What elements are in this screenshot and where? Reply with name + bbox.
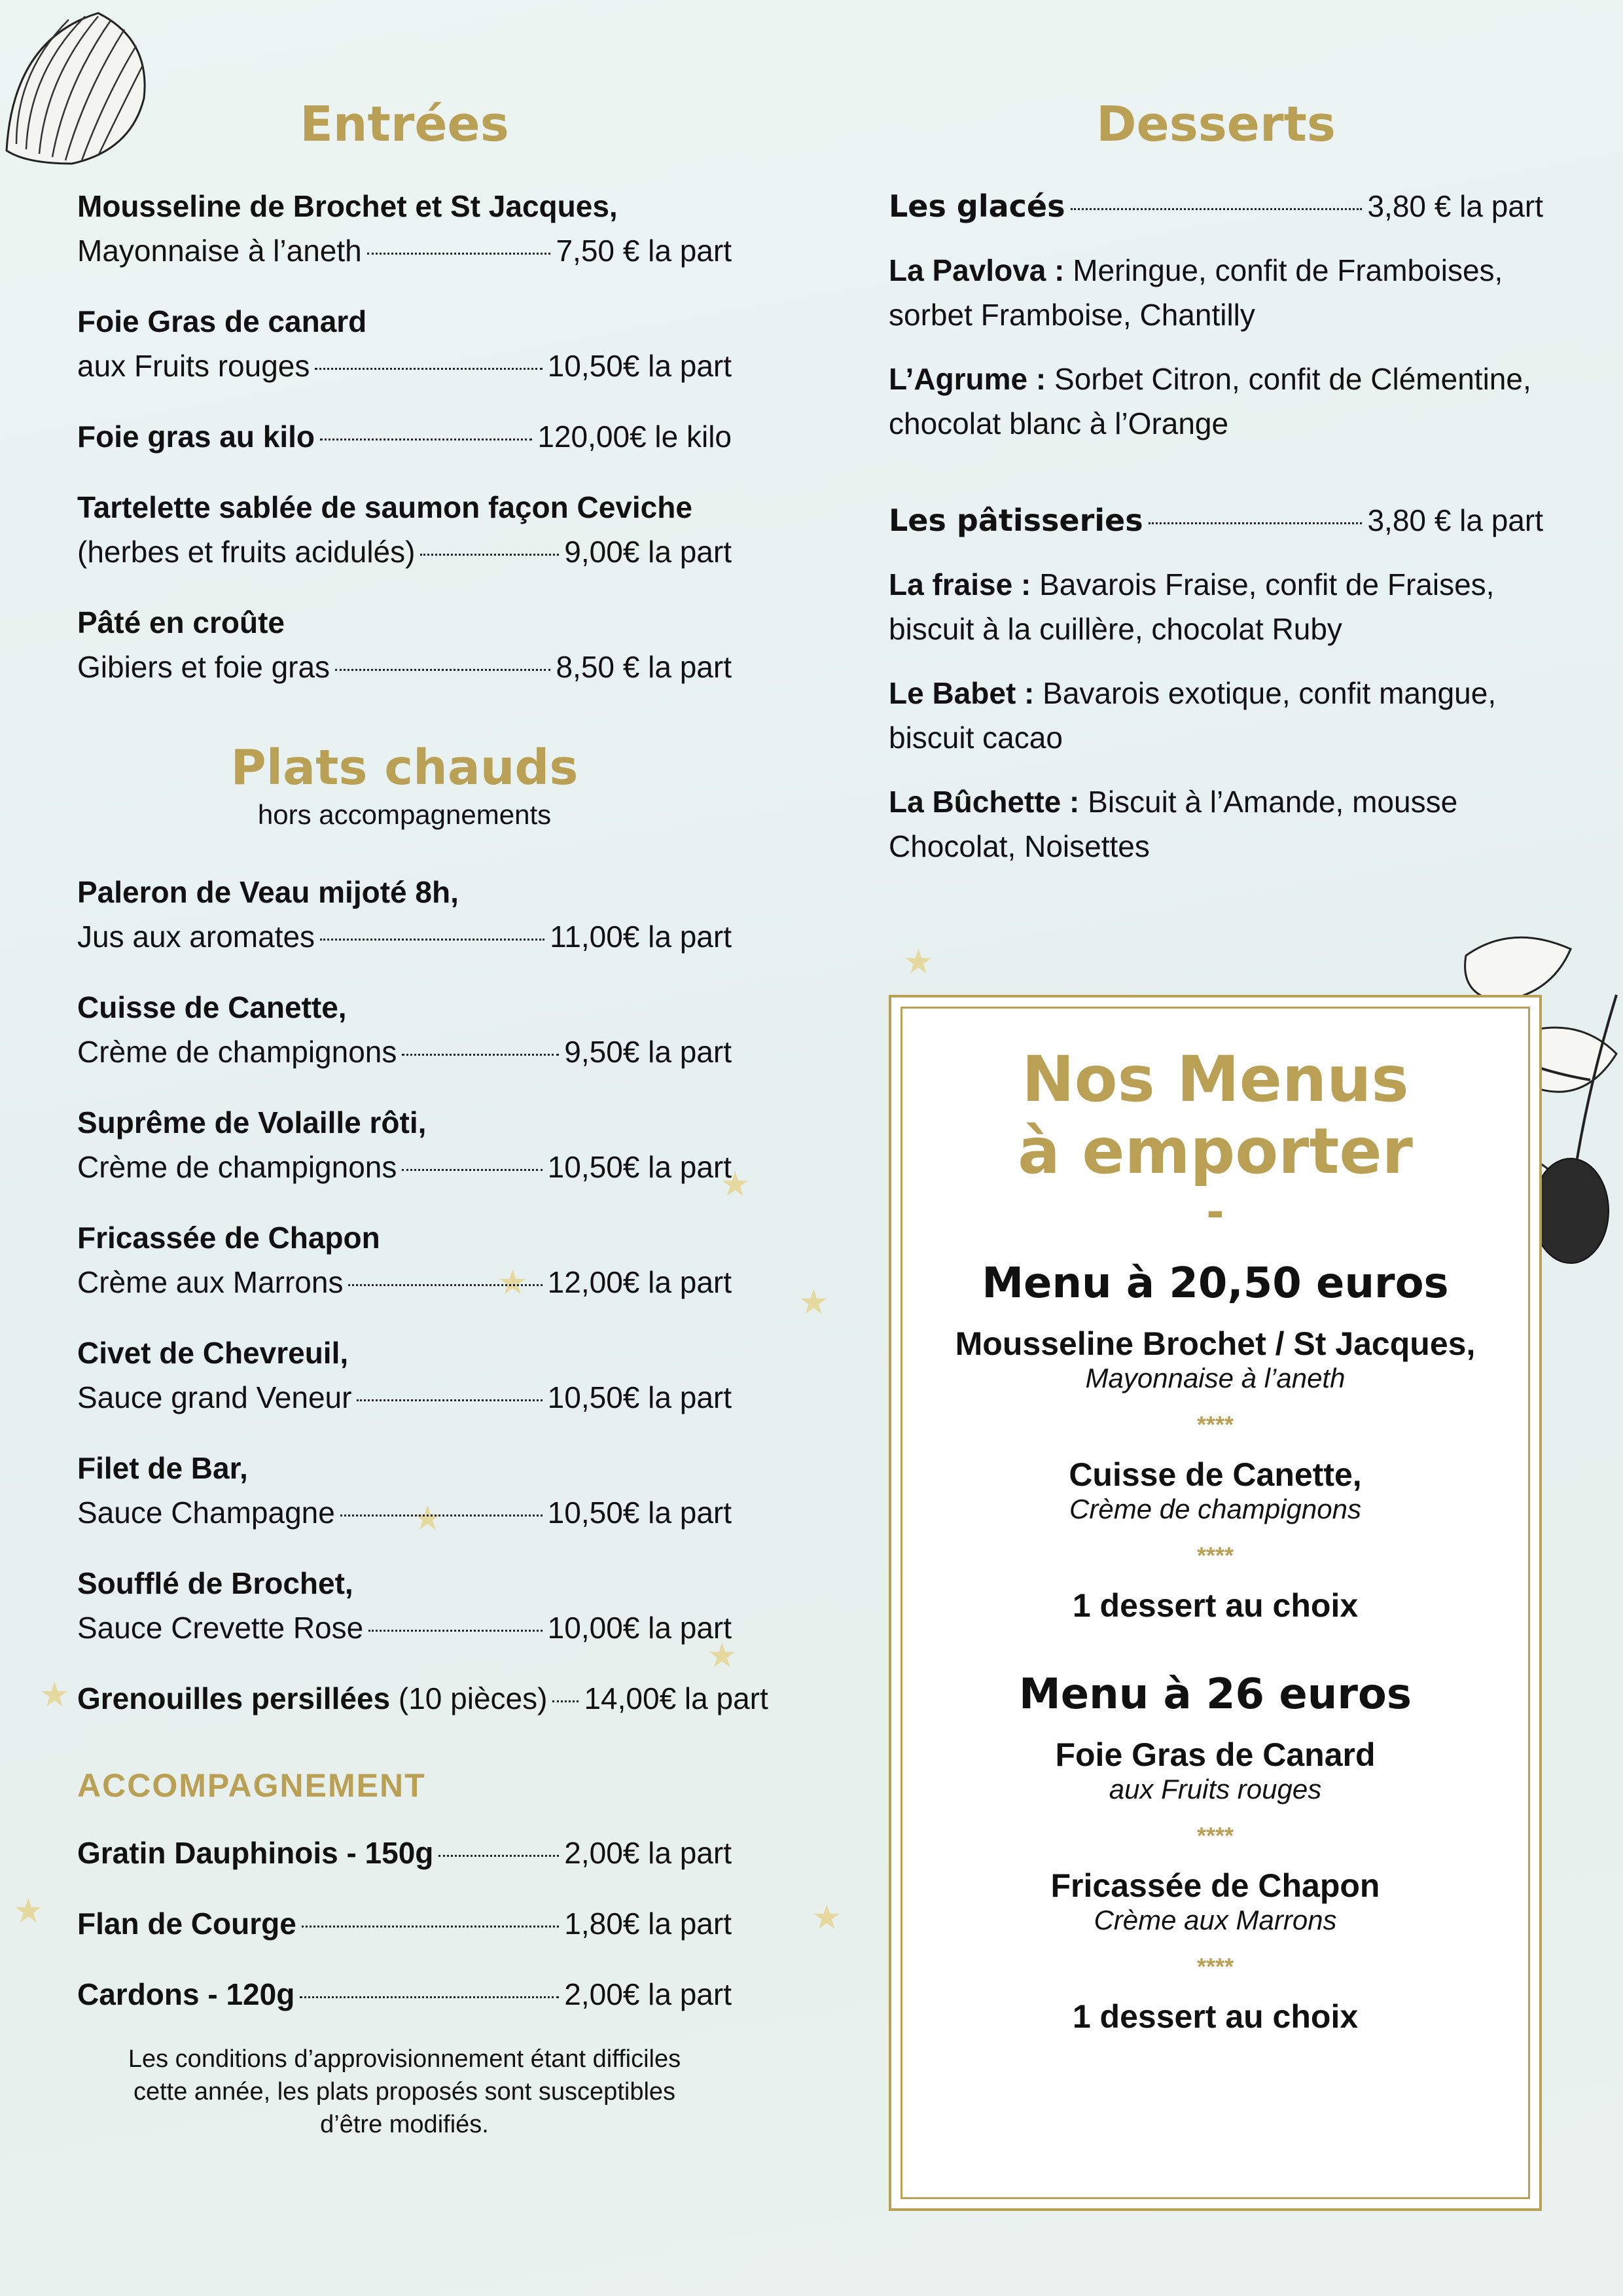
price-row <box>77 1145 732 1189</box>
dish-name-wrap <box>77 1972 294 2017</box>
entree-item <box>77 414 732 459</box>
entree-item <box>77 600 732 689</box>
dish-name-wrap <box>77 1831 433 1875</box>
dish-price: 10,50€ la part <box>547 349 732 384</box>
menu-separator: **** <box>1196 1411 1234 1438</box>
menu-separator: **** <box>1196 1953 1234 1980</box>
dessert-name: La fraise : <box>889 567 1031 602</box>
dish-name: Gratin Dauphinois - 150g <box>77 1835 434 1870</box>
dish-name: Foie gras au kilo <box>77 420 315 454</box>
dot-leader <box>335 669 550 671</box>
plat-item <box>77 1215 732 1304</box>
price-row <box>77 1490 732 1535</box>
plat-item <box>77 1561 732 1650</box>
desserts-title: Desserts <box>1096 96 1336 152</box>
glaces-label: Les glacés <box>889 188 1065 224</box>
menu2-course2: Fricassée de Chapon <box>1050 1867 1380 1904</box>
menu2-course1-sub: aux Fruits rouges <box>1109 1774 1322 1804</box>
patisseries-price: 3,80 € la part <box>1367 503 1543 538</box>
gold-star-icon: ★ <box>720 1166 751 1204</box>
dessert-desc: Bavarois exotique, confit mangue, biscuit cacao <box>889 676 1497 755</box>
supply-note: Les conditions d’approvisionnement étant difficiles cette année, les plats proposés sont susceptibles d’être modifiés. <box>128 2045 681 2138</box>
price-row <box>77 344 732 388</box>
price-row <box>77 1030 732 1074</box>
dot-leader <box>1149 522 1363 524</box>
menu1-course1: Mousseline Brochet / St Jacques, <box>955 1325 1476 1362</box>
gold-star-icon: ★ <box>39 1676 70 1714</box>
dish-price: 10,00€ la part <box>547 1610 732 1645</box>
dish-desc: Sauce grand Veneur <box>77 1380 352 1414</box>
plat-item <box>77 1676 768 1721</box>
dish-name-wrap <box>77 1901 296 1946</box>
price-row <box>77 414 732 459</box>
right-column <box>889 98 1543 888</box>
dot-leader <box>402 1054 559 1056</box>
dot-leader <box>552 1700 579 1702</box>
entree-item <box>77 184 732 273</box>
dot-leader <box>368 1630 542 1632</box>
dish-name: Filet de Bar, <box>77 1450 248 1485</box>
menu-separator: **** <box>1196 1822 1234 1849</box>
dish-name: Suprême de Volaille rôti, <box>77 1105 427 1139</box>
menu2-course2-sub: Crème aux Marrons <box>1094 1905 1337 1935</box>
menu1-name: Menu à 20,50 euros <box>982 1259 1449 1308</box>
patisseries-label: Les pâtisseries <box>889 503 1143 539</box>
dish-desc: Crème aux Marrons <box>77 1265 344 1299</box>
glaces-price: 3,80 € la part <box>1367 189 1543 224</box>
gold-star-icon: ★ <box>497 1264 528 1302</box>
patisseries-header <box>889 498 1543 543</box>
dish-desc: Crème de champignons <box>77 1034 397 1069</box>
dessert-item <box>889 671 1543 760</box>
dish-desc: Sauce Champagne <box>77 1495 335 1530</box>
dish-price: 9,00€ la part <box>564 535 732 569</box>
left-column <box>77 96 768 2141</box>
dessert-name: La Bûchette : <box>889 785 1080 819</box>
accompagnement-item <box>77 1901 732 1946</box>
dessert-item <box>889 248 1543 337</box>
dish-extra: (10 pièces) <box>398 1681 548 1715</box>
dish-price: 1,80€ la part <box>564 1906 732 1941</box>
menus-box <box>889 995 1542 2211</box>
dessert-item <box>889 357 1543 446</box>
dish-price: 11,00€ la part <box>550 919 732 954</box>
dish-name: Cardons - 120g <box>77 1977 295 2011</box>
dish-price: 9,50€ la part <box>564 1034 732 1069</box>
dish-name: Flan de Courge <box>77 1906 296 1941</box>
gold-star-icon: ★ <box>903 943 934 981</box>
accompagnement-item <box>77 1972 732 2017</box>
dot-leader <box>420 554 559 556</box>
price-row <box>77 228 732 273</box>
dish-desc: Mayonnaise à l’aneth <box>77 234 362 268</box>
dish-name: Civet de Chevreuil, <box>77 1335 349 1370</box>
dish-desc: Crème de champignons <box>77 1149 397 1184</box>
entrees-list <box>77 184 732 689</box>
dot-leader <box>315 368 542 370</box>
dish-name: Cuisse de Canette, <box>77 990 347 1024</box>
dish-price: 8,50 € la part <box>556 650 732 685</box>
price-row <box>77 1972 732 2017</box>
gold-star-icon: ★ <box>13 1892 44 1930</box>
dessert-item <box>889 562 1543 651</box>
dish-name: Tartelette sablée de saumon façon Ceviche <box>77 490 692 525</box>
dot-leader <box>320 939 544 941</box>
dish-name: Paleron de Veau mijoté 8h, <box>77 874 459 909</box>
glaces-header <box>889 184 1543 228</box>
plat-item <box>77 985 732 1074</box>
dessert-desc: Sorbet Citron, confit de Clémentine, chocolat blanc à l’Orange <box>889 362 1531 441</box>
dish-price: 7,50 € la part <box>556 234 732 268</box>
gold-star-icon: ★ <box>798 1283 829 1321</box>
dot-leader <box>1071 208 1363 210</box>
dot-leader <box>402 1169 542 1171</box>
price-row <box>77 1831 732 1875</box>
dish-price: 12,00€ la part <box>547 1265 732 1299</box>
dish-price: 10,50€ la part <box>547 1149 732 1184</box>
dessert-name: La Pavlova : <box>889 253 1065 288</box>
entree-item <box>77 485 732 574</box>
price-row <box>77 529 732 574</box>
dessert-item <box>889 780 1543 869</box>
glaces-list <box>889 248 1543 446</box>
gold-star-icon: ★ <box>812 1899 842 1937</box>
dish-name: Foie Gras de canard <box>77 304 367 339</box>
dot-leader <box>438 1855 559 1857</box>
plats-subtitle: hors accompagnements <box>257 798 552 830</box>
dish-price: 2,00€ la part <box>564 1977 732 2011</box>
dot-leader <box>367 253 551 255</box>
plats-list <box>77 870 768 1721</box>
dessert-name: L’Agrume : <box>889 362 1046 397</box>
dish-price: 14,00€ la part <box>584 1681 768 1715</box>
entrees-title: Entrées <box>300 96 509 152</box>
dish-name: Grenouilles persillées <box>77 1681 391 1715</box>
dish-name: Pâté en croûte <box>77 605 285 640</box>
plat-item <box>77 1446 732 1535</box>
dot-leader <box>357 1399 542 1401</box>
gold-star-icon: ★ <box>412 1499 443 1537</box>
price-row <box>77 1375 732 1420</box>
plats-title: Plats chauds <box>230 740 579 797</box>
dish-name: Soufflé de Brochet, <box>77 1566 353 1600</box>
dessert-desc: Meringue, confit de Framboises, sorbet Framboise, Chantilly <box>889 253 1503 332</box>
entree-item <box>77 299 732 388</box>
dish-name: Mousseline de Brochet et St Jacques, <box>77 189 618 224</box>
dish-desc: Gibiers et foie gras <box>77 650 330 685</box>
price-row <box>77 1260 732 1304</box>
dish-price: 10,50€ la part <box>547 1495 732 1530</box>
dish-desc: (herbes et fruits acidulés) <box>77 535 416 569</box>
price-row <box>77 1605 732 1650</box>
dish-price: 2,00€ la part <box>564 1835 732 1870</box>
dish-name: Fricassée de Chapon <box>77 1220 380 1255</box>
dot-leader <box>348 1284 542 1286</box>
dish-name-wrap <box>77 414 315 459</box>
menu2-name: Menu à 26 euros <box>1019 1670 1412 1719</box>
menus-content <box>891 1043 1539 2036</box>
dot-leader <box>300 1996 559 1998</box>
dessert-desc: Biscuit à l’Amande, mousse Chocolat, Noisettes <box>889 785 1458 864</box>
menu-separator: **** <box>1196 1542 1234 1569</box>
menu1-course1-sub: Mayonnaise à l’aneth <box>1085 1363 1346 1393</box>
dish-desc: aux Fruits rouges <box>77 349 310 384</box>
dot-leader <box>302 1926 559 1928</box>
price-row <box>77 1676 768 1721</box>
menu2-course3: 1 dessert au choix <box>1072 1998 1359 2035</box>
dish-price: 10,50€ la part <box>547 1380 732 1414</box>
accompagnement-item <box>77 1831 732 1875</box>
accompagnement-title: ACCOMPAGNEMENT <box>77 1767 426 1804</box>
dot-leader <box>340 1515 543 1516</box>
price-row <box>77 645 732 689</box>
dessert-desc: Bavarois Fraise, confit de Fraises, biscuit à la cuillère, chocolat Ruby <box>889 567 1495 647</box>
dish-desc: Jus aux aromates <box>77 919 315 954</box>
menu1-course3: 1 dessert au choix <box>1072 1587 1359 1624</box>
price-row <box>77 914 732 959</box>
dish-name-wrap <box>77 1676 547 1721</box>
dot-leader <box>320 439 532 440</box>
plat-item <box>77 870 732 959</box>
menu1-course2: Cuisse de Canette, <box>1069 1456 1362 1493</box>
menus-dash: - <box>1206 1181 1224 1239</box>
dish-desc: Sauce Crevette Rose <box>77 1610 364 1645</box>
plat-item <box>77 1331 732 1420</box>
price-row <box>77 1901 732 1946</box>
dessert-name: Le Babet : <box>889 676 1035 711</box>
patisseries-list <box>889 562 1543 869</box>
dish-price: 120,00€ le kilo <box>537 420 732 454</box>
menu1-course2-sub: Crème de champignons <box>1069 1494 1361 1524</box>
menus-title-line2: à emporter <box>1018 1115 1413 1188</box>
gold-star-icon: ★ <box>707 1637 738 1675</box>
menus-title-line1: Nos Menus <box>1022 1043 1409 1116</box>
menu2-course1: Foie Gras de Canard <box>1055 1736 1376 1773</box>
accompagnement-list <box>77 1831 732 2017</box>
plat-item <box>77 1100 732 1189</box>
